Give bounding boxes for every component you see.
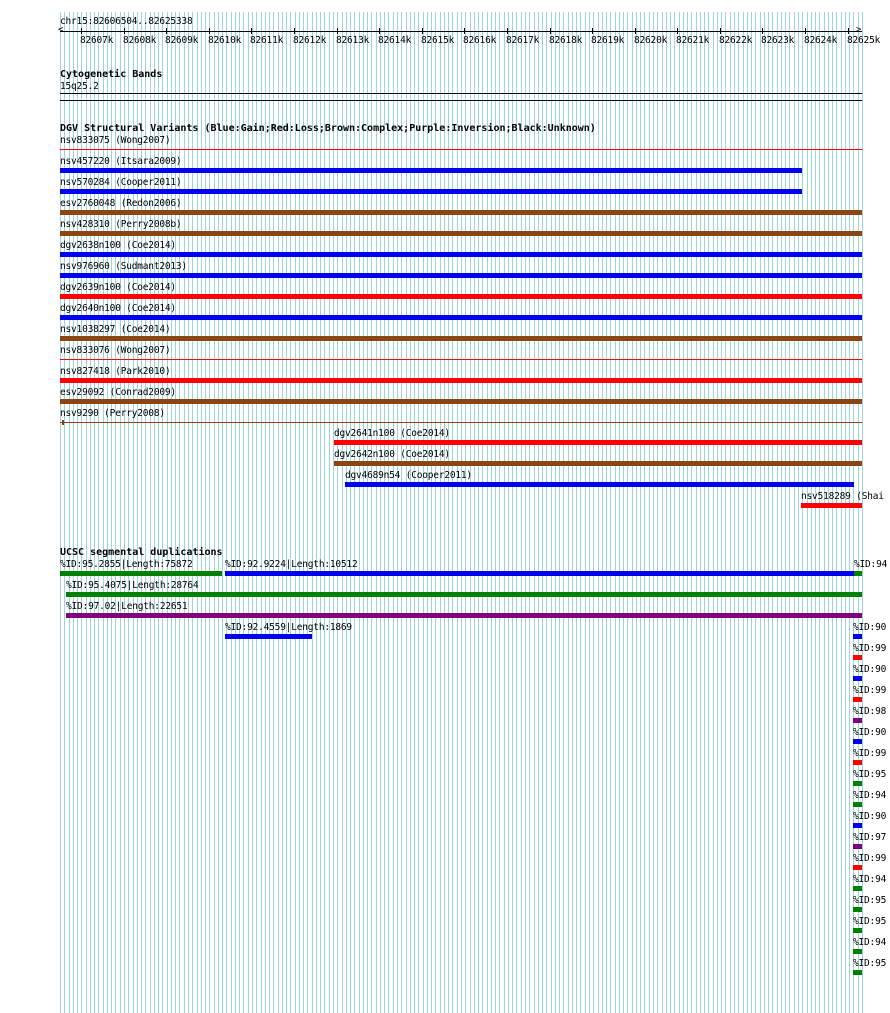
ruler-tick <box>294 28 295 34</box>
dgv-feature-bar[interactable] <box>345 482 854 487</box>
dgv-feature-bar[interactable] <box>60 378 862 383</box>
segdup-feature-bar[interactable] <box>853 802 862 807</box>
dgv-feature-bar[interactable] <box>60 359 862 360</box>
ruler-tick <box>592 28 593 34</box>
ruler-tick <box>720 28 721 34</box>
segdup-feature-bar[interactable] <box>853 676 862 681</box>
segdup-feature-bar[interactable] <box>853 970 862 975</box>
dgv-feature-label[interactable]: nsv457220 (Itsara2009) <box>60 156 182 167</box>
segdup-feature-bar[interactable] <box>853 886 862 891</box>
ruler-tick-label: 82616k <box>463 35 497 46</box>
segdup-feature-label[interactable]: %ID:99 <box>853 748 887 759</box>
dgv-feature-bar[interactable] <box>60 252 862 257</box>
dgv-feature-bar[interactable] <box>60 231 862 236</box>
segdup-feature-bar[interactable] <box>853 655 862 660</box>
dgv-feature-label[interactable]: nsv833076 (Wong2007) <box>60 345 171 356</box>
segdup-feature-bar[interactable] <box>225 571 854 576</box>
dgv-feature-bar[interactable] <box>60 315 862 320</box>
ruler-tick <box>848 28 849 34</box>
segdup-feature-label[interactable]: %ID:98 <box>853 706 887 717</box>
segdup-feature-label[interactable]: %ID:94 <box>853 874 887 885</box>
ruler-tick-label: 82625k <box>847 35 881 46</box>
dgv-feature-bar[interactable] <box>60 422 862 423</box>
segdup-feature-label[interactable]: %ID:90 <box>853 622 887 633</box>
ruler-tick <box>337 28 338 34</box>
ruler-tick-label: 82617k <box>506 35 540 46</box>
dgv-feature-bar[interactable] <box>60 294 862 299</box>
ruler-tick <box>805 28 806 34</box>
ruler-tick-label: 82613k <box>336 35 370 46</box>
ruler-tick <box>251 28 252 34</box>
cytoband-bar-bottom <box>60 100 862 101</box>
dgv-feature-bar[interactable] <box>60 189 802 194</box>
ruler-tick <box>762 28 763 34</box>
ruler-tick-label: 82610k <box>208 35 242 46</box>
ruler-tick-label: 82623k <box>761 35 795 46</box>
dgv-feature-bar[interactable] <box>60 273 862 278</box>
ruler-tick <box>677 28 678 34</box>
segdups-track-title: UCSC segmental duplications <box>60 547 223 558</box>
ruler-arrow-right-icon: > <box>856 25 862 35</box>
dgv-feature-bar[interactable] <box>60 149 862 150</box>
segdup-feature-bar[interactable] <box>853 865 862 870</box>
dgv-feature-label[interactable]: esv2760048 (Redon2006) <box>60 198 182 209</box>
dgv-feature-start-marker <box>62 420 64 425</box>
dgv-feature-label[interactable]: dgv4689n54 (Cooper2011) <box>345 470 472 481</box>
segdup-feature-bar[interactable] <box>853 928 862 933</box>
dgv-feature-bar[interactable] <box>801 503 862 508</box>
segdup-feature-label[interactable]: %ID:94 <box>853 937 887 948</box>
dgv-feature-label[interactable]: dgv2642n100 (Coe2014) <box>334 449 450 460</box>
dgv-feature-label[interactable]: dgv2640n100 (Coe2014) <box>60 303 176 314</box>
ruler-tick <box>635 28 636 34</box>
ruler-tick-label: 82614k <box>378 35 412 46</box>
ruler-tick <box>464 28 465 34</box>
segdup-feature-label[interactable]: %ID:95 <box>853 769 887 780</box>
ruler-arrow-left-icon: < <box>58 25 64 35</box>
segdup-feature-label[interactable]: %ID:90 <box>853 664 887 675</box>
dgv-feature-bar[interactable] <box>60 210 862 215</box>
location-label: chr15:82606504..82625338 <box>60 16 193 27</box>
segdup-feature-bar[interactable] <box>853 760 862 765</box>
segdup-feature-label[interactable]: %ID:97.02|Length:22651 <box>66 601 188 612</box>
segdup-feature-bar[interactable] <box>66 592 862 597</box>
segdup-feature-bar[interactable] <box>66 613 862 618</box>
cytoband-label: 15q25.2 <box>60 81 99 92</box>
ruler-tick-label: 82620k <box>634 35 668 46</box>
dgv-feature-bar[interactable] <box>60 399 862 404</box>
dgv-feature-label[interactable]: nsv1038297 (Coe2014) <box>60 324 171 335</box>
cytoband-bar <box>60 93 862 94</box>
segdup-feature-bar[interactable] <box>853 907 862 912</box>
dgv-feature-label[interactable]: nsv976960 (Sudmant2013) <box>60 261 187 272</box>
dgv-feature-bar[interactable] <box>60 168 802 173</box>
ruler-tick <box>550 28 551 34</box>
ruler-tick <box>379 28 380 34</box>
segdup-feature-label[interactable]: %ID:97 <box>853 832 887 843</box>
dgv-feature-label[interactable]: nsv827418 (Park2010) <box>60 366 171 377</box>
ruler-tick-label: 82618k <box>549 35 583 46</box>
segdup-feature-bar[interactable] <box>853 823 862 828</box>
segdup-feature-bar[interactable] <box>853 634 862 639</box>
segdup-feature-bar[interactable] <box>853 739 862 744</box>
ruler-tick <box>166 28 167 34</box>
segdup-feature-label[interactable]: %ID:94 <box>854 559 888 570</box>
dgv-feature-label[interactable]: nsv570284 (Cooper2011) <box>60 177 182 188</box>
segdup-feature-bar[interactable] <box>853 844 862 849</box>
dgv-feature-label[interactable]: esv29092 (Conrad2009) <box>60 387 176 398</box>
segdup-feature-label[interactable]: %ID:95 <box>853 916 887 927</box>
dgv-feature-bar[interactable] <box>60 336 862 341</box>
segdup-feature-label[interactable]: %ID:95 <box>853 958 887 969</box>
ruler-tick-label: 82622k <box>719 35 753 46</box>
ruler-tick-label: 82607k <box>80 35 114 46</box>
ruler-tick <box>124 28 125 34</box>
segdup-feature-bar[interactable] <box>853 718 862 723</box>
dgv-feature-label[interactable]: nsv9290 (Perry2008) <box>60 408 165 419</box>
segdup-feature-bar[interactable] <box>225 634 312 639</box>
ruler-tick <box>507 28 508 34</box>
ruler-tick-label: 82624k <box>804 35 838 46</box>
ruler-tick-label: 82609k <box>165 35 199 46</box>
segdup-feature-bar[interactable] <box>853 949 862 954</box>
segdup-feature-label[interactable]: %ID:90 <box>853 811 887 822</box>
segdup-feature-bar[interactable] <box>60 571 222 576</box>
ruler-tick-label: 82615k <box>421 35 455 46</box>
cytobands-track-title: Cytogenetic Bands <box>60 69 163 80</box>
ruler-tick-label: 82612k <box>293 35 327 46</box>
dgv-feature-label[interactable]: nsv833075 (Wong2007) <box>60 135 171 146</box>
segdup-feature-bar[interactable] <box>854 571 862 576</box>
ruler-tick-label: 82608k <box>123 35 157 46</box>
segdup-feature-label[interactable]: %ID:92.4559|Length:1869 <box>225 622 352 633</box>
dgv-feature-label[interactable]: dgv2638n100 (Coe2014) <box>60 240 176 251</box>
segdup-feature-label[interactable]: %ID:95.2855|Length:75872 <box>60 559 193 570</box>
dgv-feature-bar[interactable] <box>334 461 862 466</box>
dgv-feature-label[interactable]: nsv518289 (Shai <box>801 491 884 502</box>
dgv-feature-label[interactable]: nsv428310 (Perry2008b) <box>60 219 182 230</box>
dgv-track-title: DGV Structural Variants (Blue:Gain;Red:Loss;Brown:Complex;Purple:Inversion;Black:Unknown) <box>60 123 596 134</box>
ruler-tick <box>209 28 210 34</box>
ruler-tick <box>422 28 423 34</box>
ruler-tick-label: 82621k <box>676 35 710 46</box>
segdup-feature-bar[interactable] <box>853 781 862 786</box>
ruler-tick-label: 82611k <box>250 35 284 46</box>
dgv-feature-label[interactable]: dgv2641n100 (Coe2014) <box>334 428 450 439</box>
segdup-feature-label[interactable]: %ID:92.9224|Length:10512 <box>225 559 358 570</box>
ruler-tick-label: 82619k <box>591 35 625 46</box>
segdup-feature-label[interactable]: %ID:90 <box>853 727 887 738</box>
segdup-feature-label[interactable]: %ID:99 <box>853 685 887 696</box>
segdup-feature-label[interactable]: %ID:95.4075|Length:28764 <box>66 580 199 591</box>
dgv-feature-bar[interactable] <box>334 440 862 445</box>
ruler-tick <box>81 28 82 34</box>
segdup-feature-label[interactable]: %ID:94 <box>853 790 887 801</box>
segdup-feature-label[interactable]: %ID:95 <box>853 895 887 906</box>
segdup-feature-label[interactable]: %ID:99 <box>853 643 887 654</box>
segdup-feature-label[interactable]: %ID:99 <box>853 853 887 864</box>
ruler-axis <box>60 31 862 32</box>
dgv-feature-label[interactable]: dgv2639n100 (Coe2014) <box>60 282 176 293</box>
segdup-feature-bar[interactable] <box>853 697 862 702</box>
